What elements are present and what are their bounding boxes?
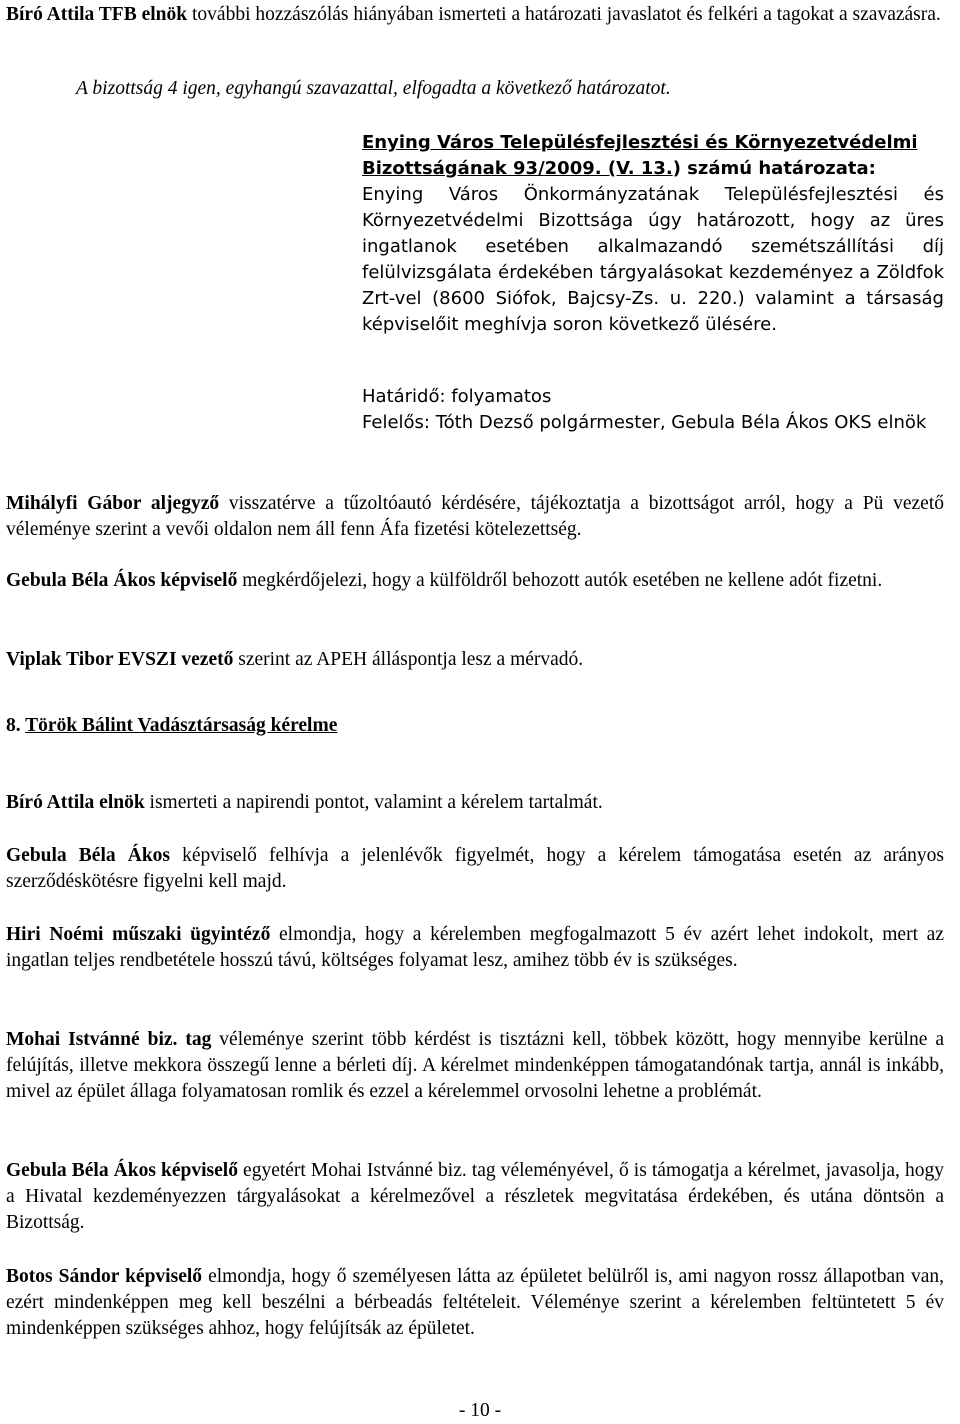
paragraph-notary <box>6 491 944 543</box>
resolution-deadline: Határidő: folyamatos <box>362 386 552 407</box>
speaker-name: Gebula Béla Ákos képviselő <box>6 1160 238 1181</box>
paragraph-text: képviselő felhívja a jelenlévők figyelmét, hogy a kérelem támogatása esetén az arányos szerződéskötésre figyelni kell majd. <box>6 845 944 892</box>
resolution-title-line2: Bizottságának 93/2009. (V. 13. <box>362 158 673 179</box>
paragraph-text: elmondja, hogy ő személyesen látta az épületet belülről is, ami nagyon rossz állapotban van, ezért mindenképpen meg kell beszélni a bérbeadás feltételeit. Véleménye szerint a kérelemben feltüntetett 5 év mindenképpen szükséges ahhoz, hogy felújítsák az épületet. <box>6 1266 944 1339</box>
speaker-name: Gebula Béla Ákos <box>6 845 171 866</box>
resolution-title-line2-rest: ) számú határozata: <box>672 158 876 179</box>
paragraph-chair-vote-call <box>6 2 944 28</box>
paragraph-gebula-1 <box>6 568 944 594</box>
resolution-title-line1: Enying Város Településfejlesztési és Környezetvédelmi <box>362 132 918 153</box>
paragraph-text: elmondja, hogy a kérelemben megfogalmazott 5 év azért lehet indokolt, mert az ingatlan teljes rendbetétele hosszú távú, költséges folyamat lesz, amihez több év is szükséges. <box>6 924 944 971</box>
section-number: 8. <box>6 715 21 736</box>
speaker-name: Viplak Tibor EVSZI vezető <box>6 649 234 670</box>
speaker-name: Bíró Attila elnök <box>6 792 145 813</box>
paragraph-viplak <box>6 647 944 673</box>
paragraph-text: visszatérve a tűzoltóautó kérdésére, tájékoztatja a bizottságot arról, hogy a Pü vezető véleménye szerint a vevői oldalon nem áll fenn Áfa fizetési kötelezettség. <box>6 493 944 540</box>
paragraph-text: szerint az APEH álláspontja lesz a mérvadó. <box>233 649 584 670</box>
paragraph-botos <box>6 1264 944 1342</box>
resolution-body: Enying Város Önkormányzatának Településfejlesztési és Környezetvédelmi Bizottsága úgy határozott, hogy az üres ingatlanok esetében alkalmazandó szemétszállítási díj felülvizsgálata érdekében tárgyalásokat kezdeményez a Zöldfok Zrt-vel (8600 Siófok, Bajcsy-Zs. u. 220.) valamint a társaság képviselőit meghívja soron következő ülésére. <box>362 184 944 335</box>
section-heading <box>6 713 944 739</box>
paragraph-mohai <box>6 1027 944 1105</box>
speaker-name: Botos Sándor képviselő <box>6 1266 203 1287</box>
paragraph-gebula-2 <box>6 843 944 895</box>
page-number: - 10 - <box>458 1400 502 1421</box>
section-title: Török Bálint Vadásztársaság kérelme <box>25 715 338 736</box>
paragraph-hiri <box>6 922 944 974</box>
speaker-name: Gebula Béla Ákos képviselő <box>6 570 238 591</box>
paragraph-text: egyetért Mohai Istvánné biz. tag véleményével, ő is támogatja a kérelmet, javasolja, hogy a Hivatal kezdeményezzen tárgyalásokat a kérelmezővel a részletek megvitatása érdekében, és utána döntsön a Bizottság. <box>6 1160 944 1233</box>
paragraph-gebula-3 <box>6 1158 944 1236</box>
speaker-name: Mohai Istvánné biz. tag <box>6 1029 212 1050</box>
resolution-title <box>362 130 960 182</box>
speaker-name: Mihályfi Gábor aljegyző <box>6 493 220 514</box>
speaker-name: Hiri Noémi műszaki ügyintéző <box>6 924 271 945</box>
paragraph-chair-intro <box>6 790 944 816</box>
resolution-responsible: Felelős: Tóth Dezső polgármester, Gebula Béla Ákos OKS elnök <box>362 412 927 433</box>
paragraph-text: megkérdőjelezi, hogy a külföldről behozott autók esetében ne kellene adót fizetni. <box>237 570 883 591</box>
paragraph-text: további hozzászólás hiányában ismerteti a határozati javaslatot és felkéri a tagokat a szavazásra. <box>187 4 941 25</box>
paragraph-text: véleménye szerint több kérdést is tisztázni kell, többek között, hogy mennyibe kerülne a felújítás, illetve mekkora összegű lenne a bérleti díj. A kérelmet mindenképpen támogatandónak tartja, annál is inkább, mivel az épület állaga folyamatosan romlik és ezzel a kérelemmel orvosolni lehetne a problémát. <box>6 1029 944 1102</box>
speaker-name: Bíró Attila TFB elnök <box>6 4 188 25</box>
paragraph-text: ismerteti a napirendi pontot, valamint a kérelem tartalmát. <box>144 792 603 813</box>
vote-result: A bizottság 4 igen, egyhangú szavazattal, elfogadta a következő határozatot. <box>76 78 671 99</box>
